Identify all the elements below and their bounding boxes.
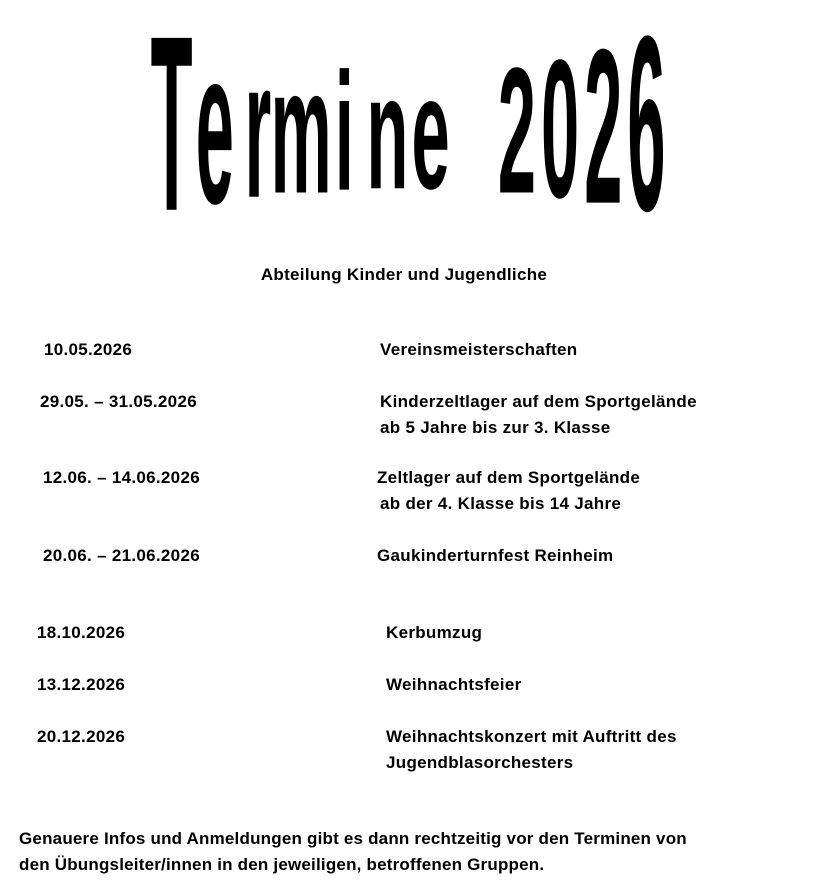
footer-line: den Übungsleiter/innen in den jeweiligen, betroffenen Gruppen.	[19, 855, 545, 874]
page-title	[0, 0, 839, 230]
event-date: 29.05. – 31.05.2026	[40, 392, 197, 411]
event-date: 18.10.2026	[37, 623, 126, 642]
footer-note	[19, 826, 834, 878]
title-letter: 6	[627, 0, 666, 230]
section-subtitle: Abteilung Kinder und Jugendliche	[260, 265, 548, 284]
event-date: 20.06. – 21.06.2026	[43, 546, 200, 565]
title-letter: m	[270, 30, 332, 230]
event-date: 20.12.2026	[37, 727, 126, 746]
title-letter: e	[195, 2, 234, 230]
title-letter: e	[411, 42, 450, 224]
event-description: ab der 4. Klasse bis 14 Jahre	[380, 494, 622, 513]
event-description: Kinderzeltlager auf dem Sportgelände	[380, 392, 697, 411]
title-letter: i	[334, 39, 354, 227]
footer-line: Genauere Infos und Anmeldungen gibt es dann rechtzeitig vor den Terminen von	[19, 829, 687, 848]
event-date: 12.06. – 14.06.2026	[43, 468, 200, 487]
event-date: 13.12.2026	[37, 675, 126, 694]
event-description: Weihnachtsfeier	[386, 675, 522, 694]
title-letter: 2	[584, 2, 623, 230]
event-description: ab 5 Jahre bis zur 3. Klasse	[380, 418, 611, 437]
event-description: Gaukinderturnfest Reinheim	[377, 546, 614, 565]
title-letter: r	[244, 19, 272, 230]
event-description: Kerbumzug	[386, 623, 483, 642]
title-letter: 0	[541, 19, 580, 230]
title-letter: T	[150, 0, 193, 230]
event-description: Zeltlager auf dem Sportgelände	[377, 468, 641, 487]
event-date: 10.05.2026	[44, 340, 133, 359]
event-description: Weihnachtskonzert mit Auftritt des	[386, 727, 677, 746]
event-description: Vereinsmeisterschaften	[380, 340, 578, 359]
title-letter: 2	[497, 30, 536, 230]
title-letter: n	[366, 42, 409, 224]
event-description: Jugendblasorchesters	[386, 753, 574, 772]
